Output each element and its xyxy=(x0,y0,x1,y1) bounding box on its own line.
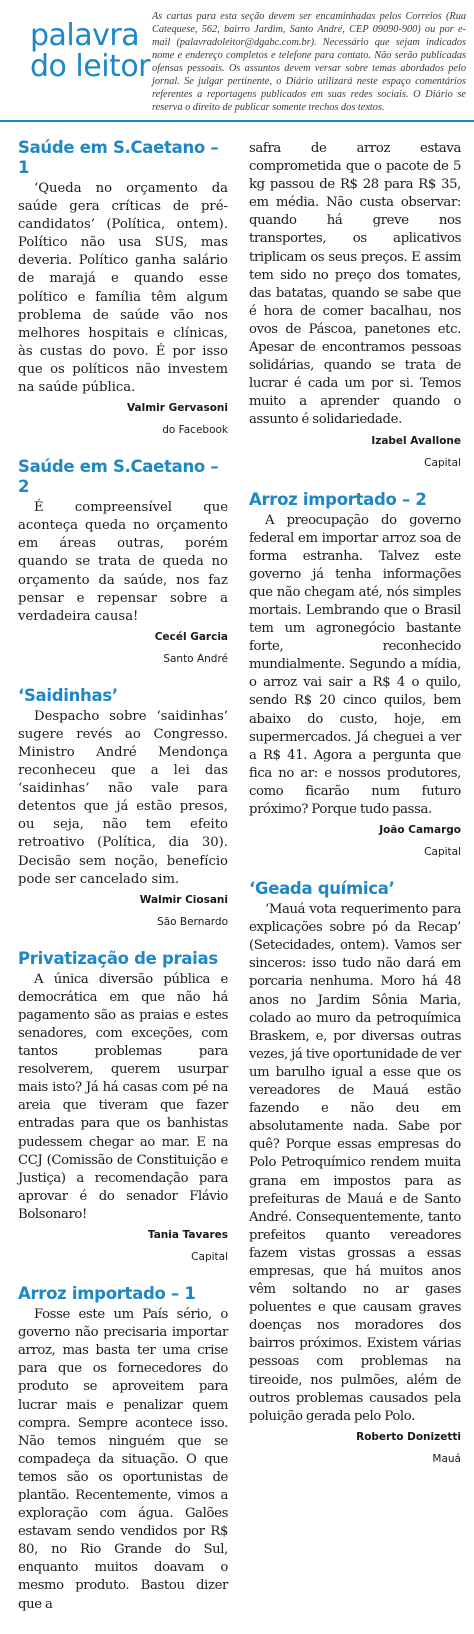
right-column xyxy=(249,140,461,1486)
letter-author: Tania Tavares xyxy=(147,1229,228,1242)
letter-saidinhas xyxy=(18,686,228,929)
letter-body: Fosse este um País sério, o governo não precisaria importar arroz, mas basta ter uma crise para que os fornecedores do produto se aproveitem para lucrar mais e penalizar quem compra. Sempre acontece isso. Não temos ninguém que se compadeça da situação. O que temos são os oportunistas de plantão. Recentemente, vimos a exploração com água. Galões estavam sendo vendidos por R$ 80, no Rio Grande do Sul, enquanto muitos doavam o mesmo produto. Bastou dizer que a xyxy=(18,1307,228,1612)
letter-arroz-1 xyxy=(18,1284,228,1614)
letter-author: Valmir Gervasoni xyxy=(127,402,228,415)
letter-title: Privatização de praias xyxy=(18,948,218,968)
letter-author: Roberto Donizetti xyxy=(356,1430,461,1443)
section-title-line2: do leitor xyxy=(30,49,151,84)
letter-place: do Facebook xyxy=(162,424,228,437)
letter-author: João Camargo xyxy=(379,824,461,837)
letter-geada-quimica xyxy=(249,879,461,1466)
letter-arroz-2 xyxy=(249,490,461,860)
letter-place: Capital xyxy=(424,846,461,859)
section-title-line1: palavra xyxy=(30,18,140,53)
letter-title: ‘Saidinhas’ xyxy=(18,685,118,705)
letter-place: Mauá xyxy=(432,1452,461,1465)
letter-title: Saúde em S.Caetano – 2 xyxy=(18,457,219,497)
letter-body: Despacho sobre ‘saidinhas’ sugere revés ao Congresso. Ministro André Mendonça reconheceu que a lei das ‘saidinhas’ não vale para detentos que já estão presos, ou seja, não tem efeito retroativo (Política, dia 30). Decisão sem noção, benefício pode ser cancelado sim. xyxy=(18,708,228,887)
letter-saude-1 xyxy=(18,138,228,437)
section-title xyxy=(30,20,150,82)
letter-privatizacao xyxy=(18,949,228,1264)
letter-arroz-1-continued xyxy=(249,140,461,470)
header-divider xyxy=(0,120,474,122)
letter-body: A preocupação do governo federal em importar arroz soa de forma estranha. Talvez este governo já tenha informações que não chegam até, nós simples mortais. Lembrando que o Brasil tem um agronegócio bastante forte, reconhecido mundialmente. Segundo a mídia, o arroz vai sair a R$ 4 o quilo, sendo R$ 20 cinco quilos, bem abaixo do custo, hoje, em supermercados. Já cheguei a ver a R$ 41. Agora a pergunta que fica no ar: e nossos produtores, como ficarão num futuro próximo? Porque tudo passa. xyxy=(249,512,461,817)
section-header xyxy=(0,0,474,118)
letter-author: Izabel Avallone xyxy=(371,434,461,447)
letter-body: ‘Queda no orçamento da saúde gera críticas de pré-candidatos’ (Política, ontem). Político não usa SUS, mas deveria. Político ganha salário de marajá e quando esse político e família têm algum problema de saúde vão nos melhores hospitais e clínicas, às custas do povo. É por isso que os políticos não investem na saúde pública. xyxy=(18,181,228,396)
letter-place: Santo André xyxy=(163,652,228,665)
left-column xyxy=(18,138,228,1634)
letter-body: A única diversão pública e democrática em que não há pagamento são as praias e estes senadores, com exceções, com tantos problemas para resolverem, querem usurpar mais isto? Já há casas com pé na areia que tiveram que fazer entradas para que os banhistas pudessem chegar ao mar. E na CCJ (Comissão de Constituição e Justiça) a recomendação para aprovar é do senador Flávio Bolsonaro! xyxy=(18,971,228,1222)
letter-place: Capital xyxy=(191,1251,228,1264)
section-intro: As cartas para esta seção devem ser encaminhadas pelos Correios (Rua Catequese, 562, bairro Jardim, Santo André, CEP 09090-900) ou por e-mail (palavradoleitor@dgabc.com.br). Necessário que sejam indicados nome e endereço completos e telefone para contato. Não serão publicadas ofensas pessoais. Os assuntos devem versar sobre temas abordados pelo jornal. Se julgar pertinente, o Diário utilizará neste espaço comentários referentes a reportagens publicados em suas redes sociais. O Diário se reserva o direito de publicar somente trechos dos textos. xyxy=(152,11,466,113)
letter-author: Cecél Garcia xyxy=(154,630,228,643)
letter-author: Walmir Ciosani xyxy=(139,893,228,906)
letter-body: É compreensível que aconteça queda no orçamento em áreas outras, porém quando se trata de queda no orçamento da saúde, nos faz pensar e repensar sobre a verdadeira causa! xyxy=(18,500,228,624)
letter-saude-2 xyxy=(18,457,228,666)
letter-title: Arroz importado – 1 xyxy=(18,1284,196,1304)
letter-body-continued: safra de arroz estava comprometida que o pacote de 5 kg passou de R$ 28 para R$ 35, em média. Não custa observar: quando há greve nos transportes, os aplicativos triplicam os seus preços. E assim tem sido no preço dos tomates, das batatas, quando se sabe que é hora de comer bacalhau, nos ovos de Páscoa, panetones etc. Apesar de encontramos pessoas solidárias, quando se trata de lucrar é cada um por si. Temos muito a aprender quando o assunto é solidariedade. xyxy=(249,141,461,428)
letter-place: São Bernardo xyxy=(157,915,228,928)
letter-title: Arroz importado – 2 xyxy=(249,489,427,509)
letter-title: Saúde em S.Caetano – 1 xyxy=(18,138,219,177)
letter-body: ‘Mauá vota requerimento para explicações sobre pó da Recap’ (Setecidades, ontem). Vamos ser sinceros: isso tudo não dará em porcaria nenhuma. Moro há 48 anos no Jardim Sônia Maria, colado ao muro da petroquímica Braskem, e, por diversas outras vezes, já tive oportunidade de ver um barulho igual a esse que os vereadores de Mauá estão fazendo e não deu em absolutamente nada. Sabe por quê? Porque essas empresas do Polo Petroquímico rendem muita grana em impostos para as prefeituras de Mauá e de Santo André. Consequentemente, tanto prefeitos quanto vereadores fazem vistas grossas a essas empresas, que há muitos anos vêm soltando no ar gases poluentes e que causam graves doenças nos moradores dos bairros próximos. Existem várias pessoas com problemas na tireoide, nos pulmões, além de outros problemas causados pela poluição gerada pelo Polo. xyxy=(249,902,461,1424)
letter-title: ‘Geada química’ xyxy=(249,879,395,899)
letter-place: Capital xyxy=(424,456,461,469)
